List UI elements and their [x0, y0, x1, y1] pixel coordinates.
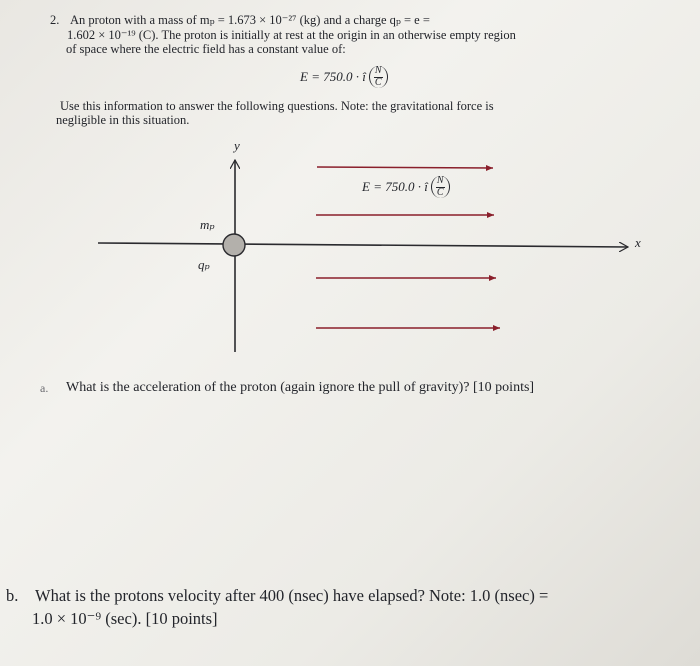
x-axis: [98, 243, 628, 247]
problem-intro-line-2: 1.602 × 10⁻¹⁹ (C). The proton is initially at rest at the origin in an otherwise empty region: [67, 28, 516, 42]
proton-charge-label: qₚ: [198, 257, 210, 272]
problem-intro-line-1: An proton with a mass of mₚ = 1.673 × 10⁻²⁷ (kg) and a charge qₚ = e =: [70, 13, 430, 27]
x-axis-label: x: [635, 235, 641, 250]
instruction-line-2: negligible in this situation.: [56, 113, 190, 127]
field-label-unit-denominator: C: [436, 186, 444, 198]
field-label: [362, 176, 450, 198]
proton-mass-label: mₚ: [200, 217, 215, 232]
y-axis-label: y: [234, 138, 240, 153]
field-unit-numerator: N: [374, 65, 382, 76]
field-label-lhs: E = 750.0 · î: [362, 179, 428, 194]
proton-particle: [223, 234, 245, 256]
question-b-line-2: 1.0 × 10⁻⁹ (sec). [10 points]: [32, 609, 218, 628]
question-b-marker: b.: [6, 586, 19, 605]
problem-number: 2.: [50, 13, 60, 27]
field-equation-lhs: E = 750.0 · î: [300, 69, 366, 84]
instruction-line-1: Use this information to answer the following questions. Note: the gravitational force is: [60, 99, 494, 113]
field-label-unit-numerator: N: [436, 175, 444, 186]
problem-intro-line-3: of space where the electric field has a constant value of:: [66, 42, 346, 56]
question-b-line-1: What is the protons velocity after 400 (nsec) have elapsed? Note: 1.0 (nsec) =: [35, 586, 549, 605]
field-unit-denominator: C: [374, 76, 382, 88]
question-a-marker: a.: [40, 381, 49, 395]
field-arrow: [317, 167, 493, 168]
field-label-unit-fraction: [431, 176, 450, 198]
question-a-text: What is the acceleration of the proton (again ignore the pull of gravity)? [10 points]: [66, 380, 535, 395]
